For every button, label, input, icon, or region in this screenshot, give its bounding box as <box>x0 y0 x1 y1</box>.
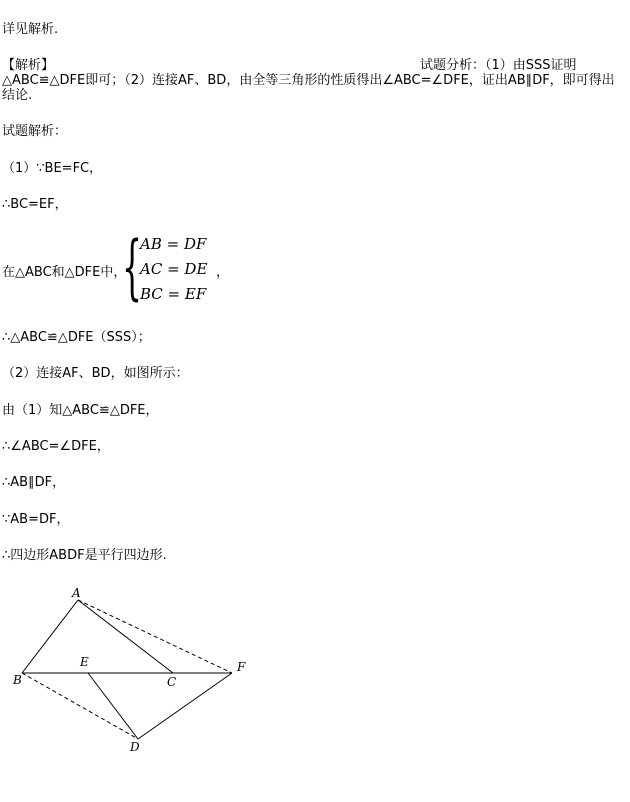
segment-bd-dashed <box>22 673 138 739</box>
step-6: ∴∠ABC=∠DFE， <box>2 439 110 454</box>
step-5: 由（1）知△ABC≌△DFE， <box>2 403 159 418</box>
analysis-line-3: 结论. <box>2 88 33 103</box>
analysis-header: 【解析】 <box>2 58 55 73</box>
segment-ed <box>88 673 138 739</box>
intro-text: 详见解析. <box>2 22 59 37</box>
label-f: F <box>237 660 246 674</box>
solution-header: 试题解析： <box>2 124 68 139</box>
analysis-intro: 试题分析：（1）由SSS证明 <box>420 58 577 73</box>
label-a: A <box>72 586 81 600</box>
step-4: （2）连接AF、BD，如图所示： <box>2 366 189 381</box>
analysis-line-2: △ABC≌△DFE即可；（2）连接AF、BD，由全等三角形的性质得出∠ABC=∠DFE，证出AB∥DF，即可得出 <box>2 73 615 88</box>
segment-ab <box>22 600 78 673</box>
equation-2: AC = DE <box>140 260 208 278</box>
left-brace-icon: { <box>122 226 143 308</box>
equation-1: AB = DF <box>140 235 207 253</box>
segment-fd <box>138 673 232 739</box>
step-3: ∴△ABC≌△DFE（SSS）； <box>2 330 151 345</box>
label-e: E <box>80 655 89 669</box>
step-9: ∴四边形ABDF是平行四边形. <box>2 548 167 563</box>
segment-af-dashed <box>78 600 232 673</box>
label-c: C <box>167 675 177 689</box>
step-8: ∵AB=DF， <box>2 512 70 527</box>
segment-ac <box>78 600 173 673</box>
label-d: D <box>130 740 140 754</box>
equation-3: BC = EF <box>140 285 207 303</box>
step-2: ∴BC=EF， <box>2 197 68 212</box>
step-1: （1）∵BE=FC， <box>2 161 103 176</box>
step-7: ∴AB∥DF， <box>2 475 66 490</box>
label-b: B <box>13 673 22 687</box>
geometry-figure <box>0 585 260 770</box>
equation-system <box>2 226 262 308</box>
system-suffix: ， <box>216 265 230 280</box>
system-prefix: 在△ABC和△DFE中， <box>2 265 127 280</box>
